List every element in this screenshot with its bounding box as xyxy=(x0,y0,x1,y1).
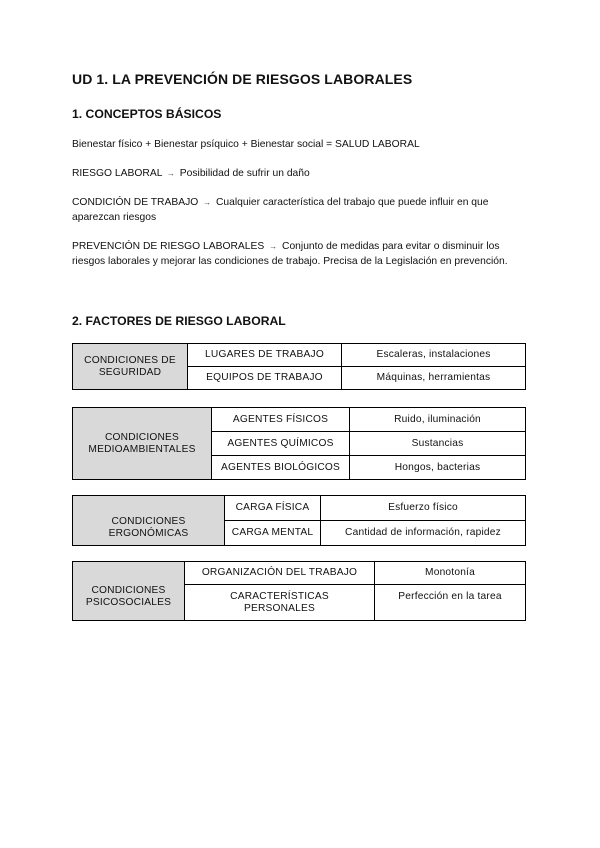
arrow-icon: → xyxy=(203,198,212,207)
factor-cell: CARGA FÍSICA xyxy=(225,496,321,521)
category-cell: CONDICIONES ERGONÓMICAS xyxy=(73,496,225,546)
arrow-icon: → xyxy=(166,169,175,178)
page-title: UD 1. LA PREVENCIÓN DE RIESGOS LABORALES xyxy=(72,71,413,87)
term-riesgo: RIESGO LABORAL xyxy=(72,168,163,180)
term-condicion: CONDICIÓN DE TRABAJO xyxy=(72,197,199,209)
section-heading-factores: 2. FACTORES DE RIESGO LABORAL xyxy=(72,314,286,328)
factor-cell: AGENTES FÍSICOS xyxy=(212,408,350,432)
category-cell: CONDICIONES PSICOSOCIALES xyxy=(73,562,185,621)
def-condicion: Cualquier característica del trabajo que puede influir en que aparezcan riesgos xyxy=(72,197,489,224)
example-cell: Esfuerzo físico xyxy=(321,496,526,521)
factor-table-seguridad xyxy=(72,343,526,390)
def-riesgo: Posibilidad de sufrir un daño xyxy=(179,168,310,180)
factor-cell: LUGARES DE TRABAJO xyxy=(188,344,342,367)
section-heading-conceptos: 1. CONCEPTOS BÁSICOS xyxy=(72,107,222,121)
def-prevencion: Conjunto de medidas para evitar o disminuir los riesgos laborales y mejorar las condiciones de trabajo. Precisa de la Legislación en prevención. xyxy=(72,241,508,268)
category-cell: CONDICIONES MEDIOAMBIENTALES xyxy=(73,408,212,480)
factor-table-ergonomicas xyxy=(72,495,526,546)
arrow-icon: → xyxy=(269,242,278,251)
definition-prevencion xyxy=(72,239,528,269)
table-row xyxy=(73,562,526,585)
example-cell: Monotonía xyxy=(375,562,526,585)
example-cell: Cantidad de información, rapidez xyxy=(321,521,526,546)
factor-cell: CARGA MENTAL xyxy=(225,521,321,546)
definition-condicion xyxy=(72,195,528,225)
example-cell: Máquinas, herramientas xyxy=(342,367,526,390)
example-cell: Perfección en la tarea xyxy=(375,585,526,621)
example-cell: Sustancias xyxy=(350,432,526,456)
category-cell: CONDICIONES DE SEGURIDAD xyxy=(73,344,188,390)
factor-table-psicosociales xyxy=(72,561,526,621)
example-cell: Escaleras, instalaciones xyxy=(342,344,526,367)
table-row xyxy=(73,496,526,521)
definition-riesgo xyxy=(72,166,528,181)
example-cell: Hongos, bacterias xyxy=(350,456,526,480)
factor-cell: EQUIPOS DE TRABAJO xyxy=(188,367,342,390)
example-cell: Ruido, iluminación xyxy=(350,408,526,432)
factor-table-medioambientales xyxy=(72,407,526,480)
factor-cell: AGENTES QUÍMICOS xyxy=(212,432,350,456)
table-row xyxy=(73,344,526,367)
table-row xyxy=(73,408,526,432)
formula-salud-laboral: Bienestar físico + Bienestar psíquico + Bienestar social = SALUD LABORAL xyxy=(72,139,420,150)
factor-cell: CARACTERÍSTICAS PERSONALES xyxy=(185,585,375,621)
term-prevencion: PREVENCIÓN DE RIESGO LABORALES xyxy=(72,241,265,253)
factor-cell: ORGANIZACIÓN DEL TRABAJO xyxy=(185,562,375,585)
factor-cell: AGENTES BIOLÓGICOS xyxy=(212,456,350,480)
